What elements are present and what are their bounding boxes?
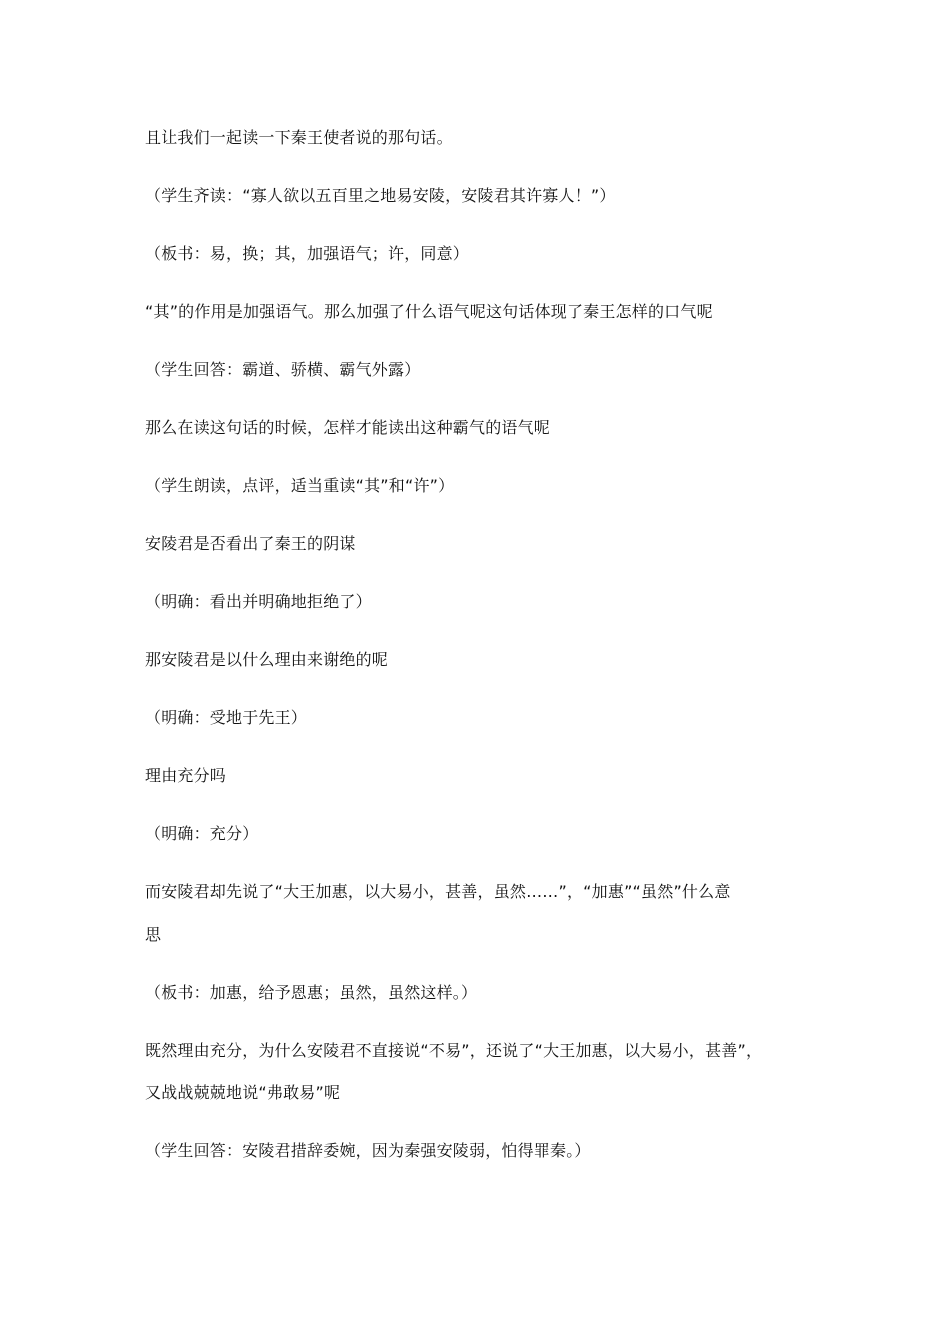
text-line: 而安陵君却先说了“大王加惠，以大易小，甚善，虽然……”，“加惠”“虽然”什么意 xyxy=(145,882,731,901)
text-line: （明确：充分） xyxy=(145,824,259,843)
text-line: 安陵君是否看出了秦王的阴谋 xyxy=(145,534,356,553)
text-line: （板书：加惠，给予恩惠；虽然，虽然这样。） xyxy=(145,983,478,1002)
text-line: 且让我们一起读一下秦王使者说的那句话。 xyxy=(145,128,453,147)
text-line: （学生回答：霸道、骄横、霸气外露） xyxy=(145,360,421,379)
text-line: 思 xyxy=(145,925,162,944)
text-line: 又战战兢兢地说“弗敢易”呢 xyxy=(145,1083,341,1102)
text-line: （学生回答：安陵君措辞委婉，因为秦强安陵弱，怕得罪秦。） xyxy=(145,1141,591,1160)
text-line: （学生齐读：“寡人欲以五百里之地易安陵，安陵君其许寡人！”） xyxy=(145,186,616,205)
text-line: 那安陵君是以什么理由来谢绝的呢 xyxy=(145,650,389,669)
text-line: （明确：看出并明确地拒绝了） xyxy=(145,592,372,611)
text-line: （明确：受地于先王） xyxy=(145,708,308,727)
text-line: （学生朗读，点评，适当重读“其”和“许”） xyxy=(145,476,455,495)
text-line: “其”的作用是加强语气。那么加强了什么语气呢这句话体现了秦王怎样的口气呢 xyxy=(145,302,713,321)
text-line: 那么在读这句话的时候，怎样才能读出这种霸气的语气呢 xyxy=(145,418,551,437)
text-line: （板书：易，换；其，加强语气；许，同意） xyxy=(145,244,470,263)
text-line: 理由充分吗 xyxy=(145,766,227,785)
text-line: 既然理由充分，为什么安陵君不直接说“不易”，还说了“大王加惠，以大易小，甚善”， xyxy=(145,1041,763,1060)
